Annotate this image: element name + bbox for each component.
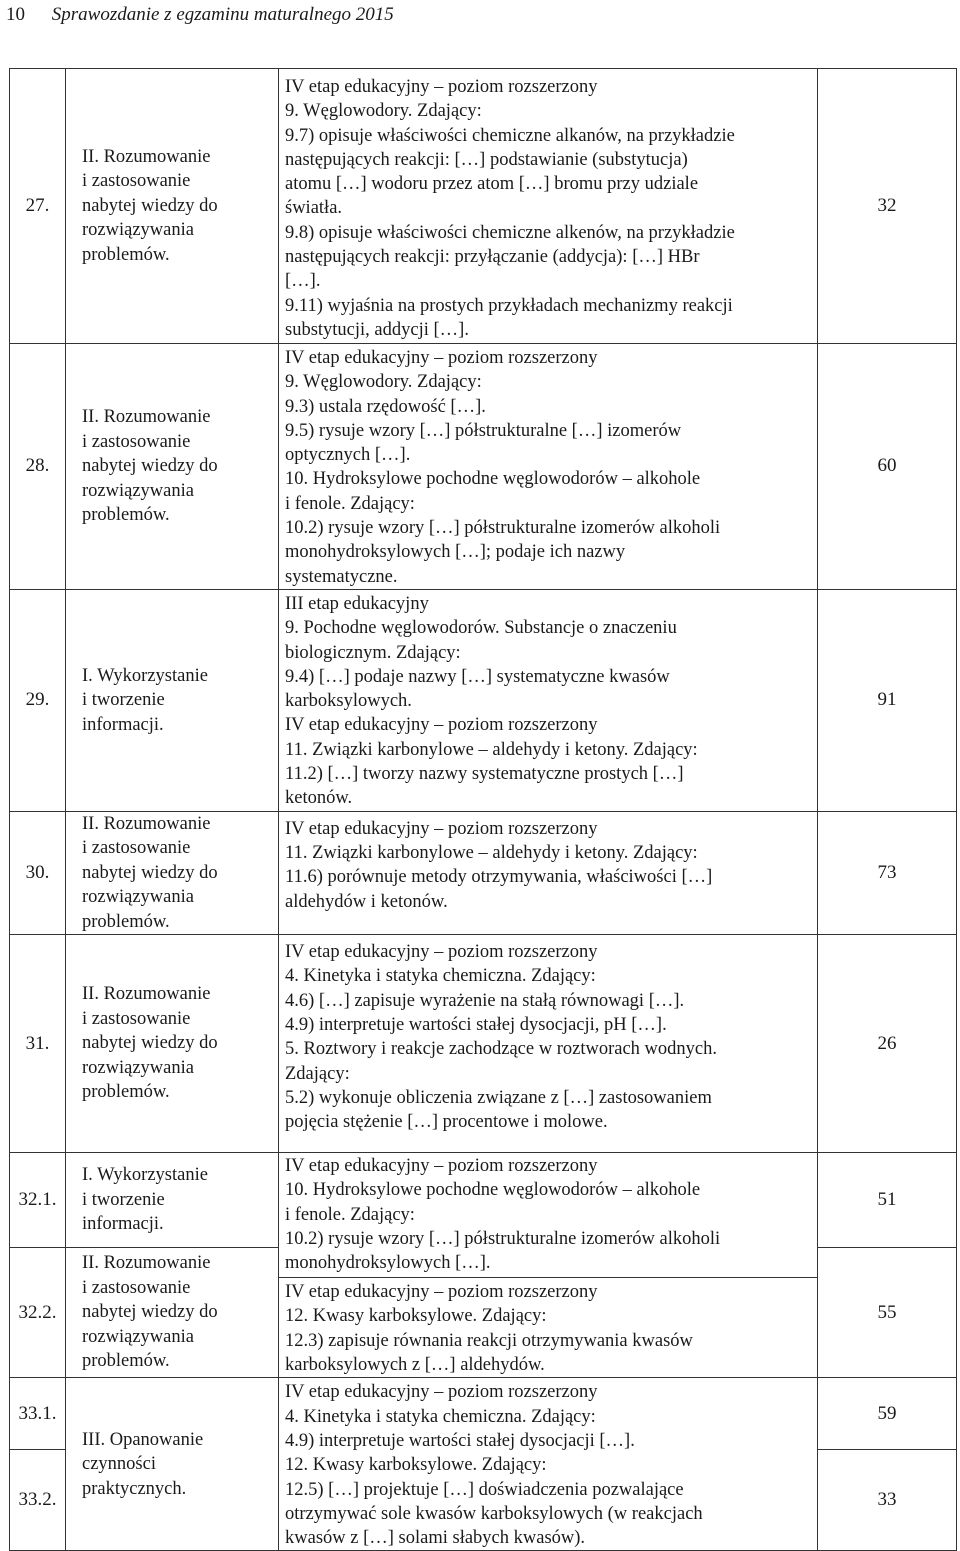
text-line: 10.2) rysuje wzory […] półstrukturalne izomerów alkoholi [285, 518, 721, 539]
text-line: biologicznym. Zdający: [285, 642, 461, 663]
text-line: 12.3) zapisuje równania reakcji otrzymywania kwasów [285, 1330, 693, 1351]
text-line: 12. Kwasy karboksylowe. Zdający: [285, 1306, 547, 1327]
text-line: 10.2) rysuje wzory […] półstrukturalne izomerów alkoholi [285, 1229, 721, 1250]
text-line: IV etap edukacyjny – poziom rozszerzony [285, 1156, 598, 1177]
text-line: 9.8) opisuje właściwości chemiczne alkenów, na przykładzie [285, 222, 735, 243]
skill-category [66, 1248, 279, 1378]
text-line: monohydroksylowych […]; podaje ich nazwy [285, 542, 626, 563]
text-line: IV etap edukacyjny – poziom rozszerzony [285, 942, 598, 963]
requirements-text [279, 935, 818, 1153]
text-line: systematyczne. [285, 566, 398, 587]
text-line: 9.11) wyjaśnia na prostych przykładach mechanizmy reakcji [285, 295, 733, 316]
page-number: 10 [6, 4, 25, 25]
text-line: II. Rozumowanie [82, 146, 211, 167]
text-line: problemów. [82, 1082, 170, 1103]
text-line: nabytej wiedzy do [82, 1033, 218, 1054]
table-row [10, 1153, 957, 1248]
requirements-text [279, 1278, 818, 1378]
solvability-percent: 91 [818, 589, 957, 811]
text-line: i fenole. Zdający: [285, 1204, 415, 1225]
text-line: karboksylowych z […] aldehydów. [285, 1355, 545, 1376]
text-line: 5. Roztwory i reakcje zachodzące w roztworach wodnych. [285, 1039, 717, 1060]
text-line: praktycznych. [82, 1478, 187, 1499]
skill-category [66, 69, 279, 344]
text-line: 11.2) […] tworzy nazwy systematyczne prostych […] [285, 764, 684, 785]
task-number: 28. [10, 344, 66, 590]
text-line: atomu […] wodoru przez atom […] bromu przy udziale [285, 174, 699, 195]
text-line: IV etap edukacyjny – poziom rozszerzony [285, 1282, 598, 1303]
text-line: pojęcia stężenie […] procentowe i molowe. [285, 1112, 608, 1133]
text-line: 11. Związki karbonylowe – aldehydy i ketony. Zdający: [285, 842, 698, 863]
text-line: problemów. [82, 1351, 170, 1372]
skill-category [66, 1378, 279, 1551]
text-line: i tworzenie [82, 1189, 165, 1210]
text-line: 9.4) […] podaje nazwy […] systematyczne kwasów [285, 666, 670, 687]
text-line: problemów. [82, 244, 170, 265]
text-line: ketonów. [285, 788, 353, 809]
task-number: 32.1. [10, 1153, 66, 1248]
text-line: rozwiązywania [82, 1057, 194, 1078]
text-line: aldehydów i ketonów. [285, 891, 448, 912]
page-title: Sprawozdanie z egzaminu maturalnego 2015 [51, 4, 394, 25]
text-line: informacji. [82, 1214, 164, 1235]
text-line: 10. Hydroksylowe pochodne węglowodorów – alkohole [285, 469, 701, 490]
skill-category [66, 589, 279, 811]
text-line: rozwiązywania [82, 887, 194, 908]
text-line: 11. Związki karbonylowe – aldehydy i ketony. Zdający: [285, 739, 698, 760]
text-line: światła. [285, 198, 343, 219]
text-line: 11.6) porównuje metody otrzymywania, właściwości […] [285, 867, 713, 888]
text-line: i zastosowanie [82, 1008, 191, 1029]
solvability-percent: 26 [818, 935, 957, 1153]
text-line: informacji. [82, 714, 164, 735]
text-line: monohydroksylowych […]. [285, 1253, 491, 1274]
text-line: 4. Kinetyka i statyka chemiczna. Zdający: [285, 1406, 596, 1427]
solvability-percent: 32 [818, 69, 957, 344]
requirements-text [279, 811, 818, 935]
task-number: 30. [10, 811, 66, 935]
text-line: 9.3) ustala rzędowość […]. [285, 396, 486, 417]
table-row [10, 935, 957, 1153]
text-line: 9. Węglowodory. Zdający: [285, 372, 482, 393]
solvability-percent: 33 [818, 1450, 957, 1551]
table-row [10, 811, 957, 935]
text-line: optycznych […]. [285, 445, 411, 466]
solvability-percent: 59 [818, 1378, 957, 1450]
text-line: IV etap edukacyjny – poziom rozszerzony [285, 818, 598, 839]
text-line: 9. Węglowodory. Zdający: [285, 101, 482, 122]
text-line: problemów. [82, 505, 170, 526]
text-line: 12.5) […] projektuje […] doświadczenia pozwalające [285, 1479, 684, 1500]
text-line: następujących reakcji: przyłączanie (addycja): […] HBr [285, 247, 700, 268]
text-line: kwasów z […] solami słabych kwasów). [285, 1528, 586, 1549]
text-line: rozwiązywania [82, 480, 194, 501]
table-row [10, 69, 957, 344]
text-line: III etap edukacyjny [285, 593, 429, 614]
skill-category [66, 935, 279, 1153]
requirements-text [279, 69, 818, 344]
text-line: II. Rozumowanie [82, 1253, 211, 1274]
text-line: czynności [82, 1454, 156, 1475]
requirements-text [279, 1378, 818, 1551]
requirements-text [279, 1153, 818, 1278]
text-line: 9. Pochodne węglowodorów. Substancje o znaczeniu [285, 618, 677, 639]
table-row [10, 1378, 957, 1450]
text-line: nabytej wiedzy do [82, 195, 218, 216]
text-line: 5.2) wykonuje obliczenia związane z […] zastosowaniem [285, 1087, 712, 1108]
table-row [10, 344, 957, 590]
text-line: I. Wykorzystanie [82, 1165, 208, 1186]
task-number: 33.1. [10, 1378, 66, 1450]
text-line: 4.9) interpretuje wartości stałej dysocjacji […]. [285, 1430, 635, 1451]
text-line: i tworzenie [82, 690, 165, 711]
task-number: 29. [10, 589, 66, 811]
text-line: III. Opanowanie [82, 1429, 204, 1450]
text-line: i fenole. Zdający: [285, 493, 415, 514]
solvability-percent: 51 [818, 1153, 957, 1248]
task-number: 33.2. [10, 1450, 66, 1551]
text-line: następujących reakcji: […] podstawianie (substytucja) [285, 149, 688, 170]
text-line: i zastosowanie [82, 1277, 191, 1298]
skill-category [66, 1153, 279, 1248]
skill-category [66, 344, 279, 590]
text-line: karboksylowych. [285, 691, 412, 712]
requirements-text [279, 344, 818, 590]
text-line: i zastosowanie [82, 171, 191, 192]
text-line: 9.5) rysuje wzory […] półstrukturalne […] izomerów [285, 420, 682, 441]
text-line: 4.9) interpretuje wartości stałej dysocjacji, pH […]. [285, 1015, 667, 1036]
table-row [10, 589, 957, 811]
exam-requirements-table [9, 68, 957, 1551]
solvability-percent: 60 [818, 344, 957, 590]
text-line: 9.7) opisuje właściwości chemiczne alkanów, na przykładzie [285, 125, 735, 146]
text-line: 4.6) […] zapisuje wyrażenie na stałą równowagi […]. [285, 990, 685, 1011]
text-line: 12. Kwasy karboksylowe. Zdający: [285, 1455, 547, 1476]
text-line: rozwiązywania [82, 1326, 194, 1347]
text-line: IV etap edukacyjny – poziom rozszerzony [285, 1382, 598, 1403]
text-line: nabytej wiedzy do [82, 1302, 218, 1323]
text-line: 10. Hydroksylowe pochodne węglowodorów – alkohole [285, 1180, 701, 1201]
text-line: IV etap edukacyjny – poziom rozszerzony [285, 348, 598, 368]
text-line: nabytej wiedzy do [82, 862, 218, 883]
task-number: 27. [10, 69, 66, 344]
solvability-percent: 55 [818, 1248, 957, 1378]
page-header [6, 0, 394, 30]
solvability-percent: 73 [818, 811, 957, 935]
requirements-text [279, 589, 818, 811]
text-line: IV etap edukacyjny – poziom rozszerzony [285, 715, 598, 736]
text-line: otrzymywać sole kwasów karboksylowych (w reakcjach [285, 1503, 703, 1524]
task-number: 32.2. [10, 1248, 66, 1378]
text-line: i zastosowanie [82, 431, 191, 452]
text-line: II. Rozumowanie [82, 984, 211, 1005]
skill-category [66, 811, 279, 935]
text-line: II. Rozumowanie [82, 407, 211, 428]
text-line: I. Wykorzystanie [82, 665, 208, 686]
text-line: Zdający: [285, 1063, 350, 1084]
task-number: 31. [10, 935, 66, 1153]
text-line: substytucji, addycji […]. [285, 319, 469, 340]
text-line: problemów. [82, 911, 170, 932]
text-line: […]. [285, 271, 321, 292]
text-line: II. Rozumowanie [82, 813, 211, 834]
text-line: rozwiązywania [82, 220, 194, 241]
text-line: nabytej wiedzy do [82, 456, 218, 477]
text-line: 4. Kinetyka i statyka chemiczna. Zdający: [285, 966, 596, 987]
text-line: i zastosowanie [82, 838, 191, 859]
text-line: IV etap edukacyjny – poziom rozszerzony [285, 77, 598, 97]
